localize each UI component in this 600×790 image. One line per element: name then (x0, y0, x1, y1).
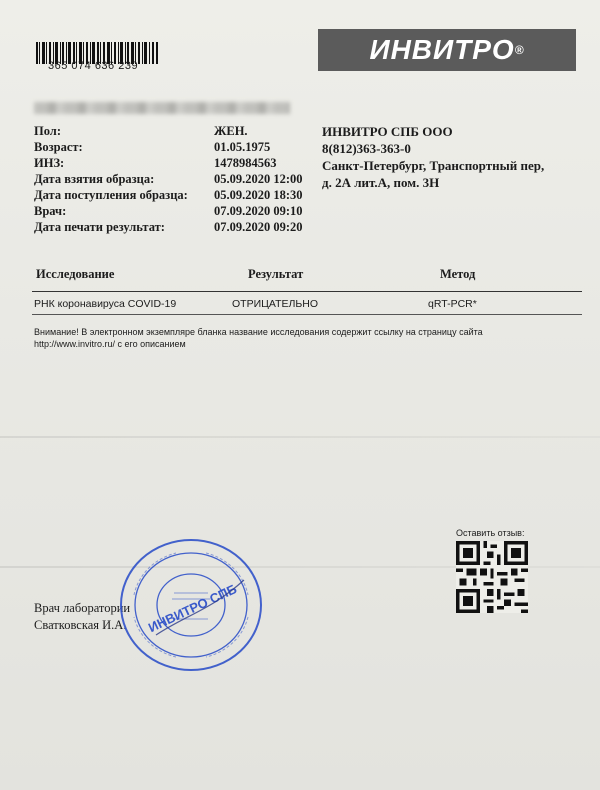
field-value-sample-date: 05.09.2020 12:00 (214, 172, 303, 186)
field-label-age: Возраст: (34, 140, 83, 154)
paper-fold (0, 436, 600, 438)
brand-logo: ИНВИТРО® (318, 29, 576, 71)
feedback-qr-code[interactable] (456, 541, 528, 613)
org-name: ИНВИТРО СПБ ООО (322, 124, 453, 139)
stamp-seal (116, 535, 266, 675)
field-value-receipt-date: 05.09.2020 18:30 (214, 188, 303, 202)
signature-title: Врач лаборатории (34, 601, 131, 615)
brand-logo-text: ИНВИТРО (369, 34, 515, 65)
field-value-inz: 1478984563 (214, 156, 277, 170)
field-label-sample-date: Дата взятия образца: (34, 172, 155, 186)
column-header-test: Исследование (36, 267, 115, 281)
signature-name: Сватковская И.А. (34, 618, 127, 632)
field-label-doctor: Врач: (34, 204, 67, 218)
table-cell-result: ОТРИЦАТЕЛЬНО (232, 298, 319, 310)
table-header-divider (32, 291, 582, 292)
stamp-center-text: ИНВИТРО СПБ (145, 581, 240, 636)
org-address-line1: Санкт-Петербург, Транспортный пер, (322, 158, 545, 173)
field-value-doctor: 07.09.2020 09:10 (214, 204, 303, 218)
table-cell-test: РНК коронавируса COVID-19 (34, 298, 177, 310)
field-value-age: 01.05.1975 (214, 140, 271, 154)
field-value-print-date: 07.09.2020 09:20 (214, 220, 303, 234)
column-header-result: Результат (248, 267, 304, 281)
field-value-sex: ЖЕН. (214, 124, 248, 138)
field-label-inz: ИНЗ: (34, 156, 65, 170)
column-header-method: Метод (440, 267, 476, 281)
note-line-1: Внимание! В электронном экземпляре бланка название исследования содержит ссылку на страницу сайта (34, 327, 483, 337)
table-cell-method: qRT-PCR* (428, 298, 477, 310)
barcode-number: 365 074 636 239 (48, 60, 139, 72)
field-label-print-date: Дата печати результат: (34, 220, 165, 234)
table-row-divider (32, 314, 582, 315)
redacted-name (34, 102, 290, 114)
org-phone: 8(812)363-363-0 (322, 141, 411, 156)
field-label-sex: Пол: (34, 124, 61, 138)
field-label-receipt-date: Дата поступления образца: (34, 188, 188, 202)
electronic-copy-note (34, 326, 534, 350)
org-address-line2: д. 2А лит.А, пом. 3Н (322, 175, 440, 190)
feedback-label: Оставить отзыв: (456, 528, 525, 538)
note-line-2[interactable]: http://www.invitro.ru/ с его описанием (34, 339, 186, 349)
